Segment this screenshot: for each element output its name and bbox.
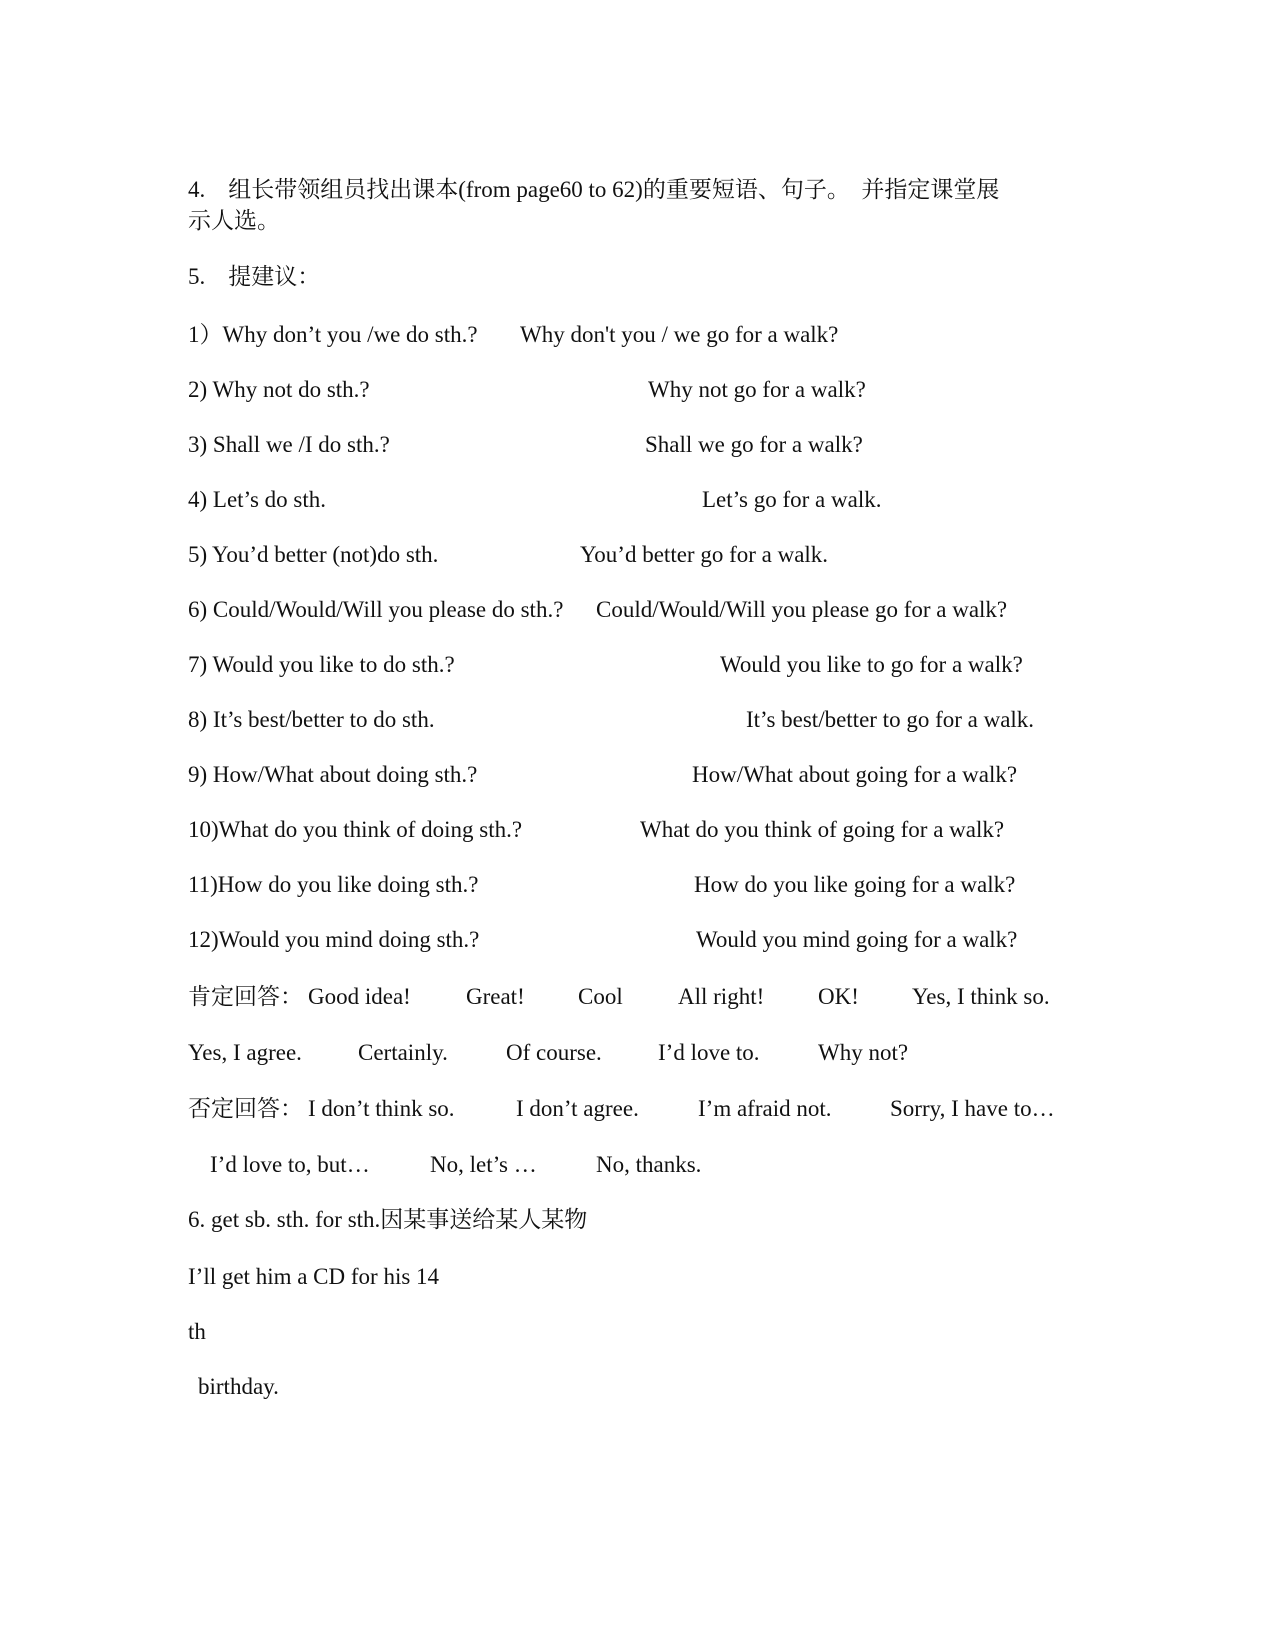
suggestion-pattern-12: 12)Would you mind doing sth.?: [188, 927, 480, 952]
suggestion-example-2: Why not go for a walk?: [648, 377, 866, 402]
item-5-heading: 5. 提建议：: [188, 264, 321, 289]
positive-response: Cool: [578, 984, 623, 1009]
negative-response: I don’t agree.: [516, 1096, 639, 1121]
positive-response: Great!: [466, 984, 525, 1009]
suggestion-example-4: Let’s go for a walk.: [702, 487, 882, 512]
negative-response: I’m afraid not.: [698, 1096, 832, 1121]
positive-response: OK!: [818, 984, 859, 1009]
suggestion-pattern-9: 9) How/What about doing sth.?: [188, 762, 478, 787]
suggestion-example-6: Could/Would/Will you please go for a walk?: [596, 597, 1008, 622]
negative-response: I’d love to, but…: [210, 1152, 370, 1177]
suggestion-pattern-11: 11)How do you like doing sth.?: [188, 872, 479, 897]
item-6-example-line-1: I’ll get him a CD for his 14: [188, 1264, 440, 1289]
item-6-example-line-3: birthday.: [198, 1374, 279, 1399]
suggestion-example-7: Would you like to go for a walk?: [720, 652, 1023, 677]
positive-response: I’d love to.: [658, 1040, 760, 1065]
suggestion-pattern-7: 7) Would you like to do sth.?: [188, 652, 455, 677]
suggestion-pattern-1: 1）Why don’t you /we do sth.?: [188, 322, 478, 347]
positive-response: All right!: [678, 984, 765, 1009]
negative-response: Sorry, I have to…: [890, 1096, 1055, 1121]
suggestion-pattern-8: 8) It’s best/better to do sth.: [188, 707, 435, 732]
positive-response: Yes, I think so.: [912, 984, 1050, 1009]
positive-response: Yes, I agree.: [188, 1040, 302, 1065]
negative-label: 否定回答：: [188, 1096, 303, 1121]
item-6-example-line-2: th: [188, 1319, 206, 1344]
negative-response: No, let’s …: [430, 1152, 537, 1177]
positive-response: Certainly.: [358, 1040, 448, 1065]
positive-response: Good idea!: [308, 984, 411, 1009]
item-4-line-2: 示人选。: [188, 208, 280, 233]
suggestion-example-10: What do you think of going for a walk?: [640, 817, 1005, 842]
suggestion-example-3: Shall we go for a walk?: [645, 432, 863, 457]
item-4-line-1: 4. 组长带领组员找出课本(from page60 to 62)的重要短语、句子。 并指定课堂展: [188, 177, 1000, 202]
suggestion-example-11: How do you like going for a walk?: [694, 872, 1016, 897]
suggestion-pattern-2: 2) Why not do sth.?: [188, 377, 370, 402]
suggestion-example-12: Would you mind going for a walk?: [696, 927, 1018, 952]
positive-response: Why not?: [818, 1040, 909, 1065]
suggestion-pattern-10: 10)What do you think of doing sth.?: [188, 817, 523, 842]
positive-label: 肯定回答：: [188, 984, 303, 1009]
item-6-heading: 6. get sb. sth. for sth.因某事送给某人某物: [188, 1207, 588, 1232]
suggestion-pattern-4: 4) Let’s do sth.: [188, 487, 326, 512]
positive-response: Of course.: [506, 1040, 602, 1065]
suggestion-pattern-5: 5) You’d better (not)do sth.: [188, 542, 439, 567]
suggestion-pattern-6: 6) Could/Would/Will you please do sth.?: [188, 597, 564, 622]
suggestion-example-1: Why don't you / we go for a walk?: [520, 322, 839, 347]
suggestion-example-9: How/What about going for a walk?: [692, 762, 1018, 787]
negative-response: I don’t think so.: [308, 1096, 455, 1121]
suggestion-example-8: It’s best/better to go for a walk.: [746, 707, 1035, 732]
negative-response: No, thanks.: [596, 1152, 702, 1177]
suggestion-example-5: You’d better go for a walk.: [580, 542, 829, 567]
suggestion-pattern-3: 3) Shall we /I do sth.?: [188, 432, 390, 457]
